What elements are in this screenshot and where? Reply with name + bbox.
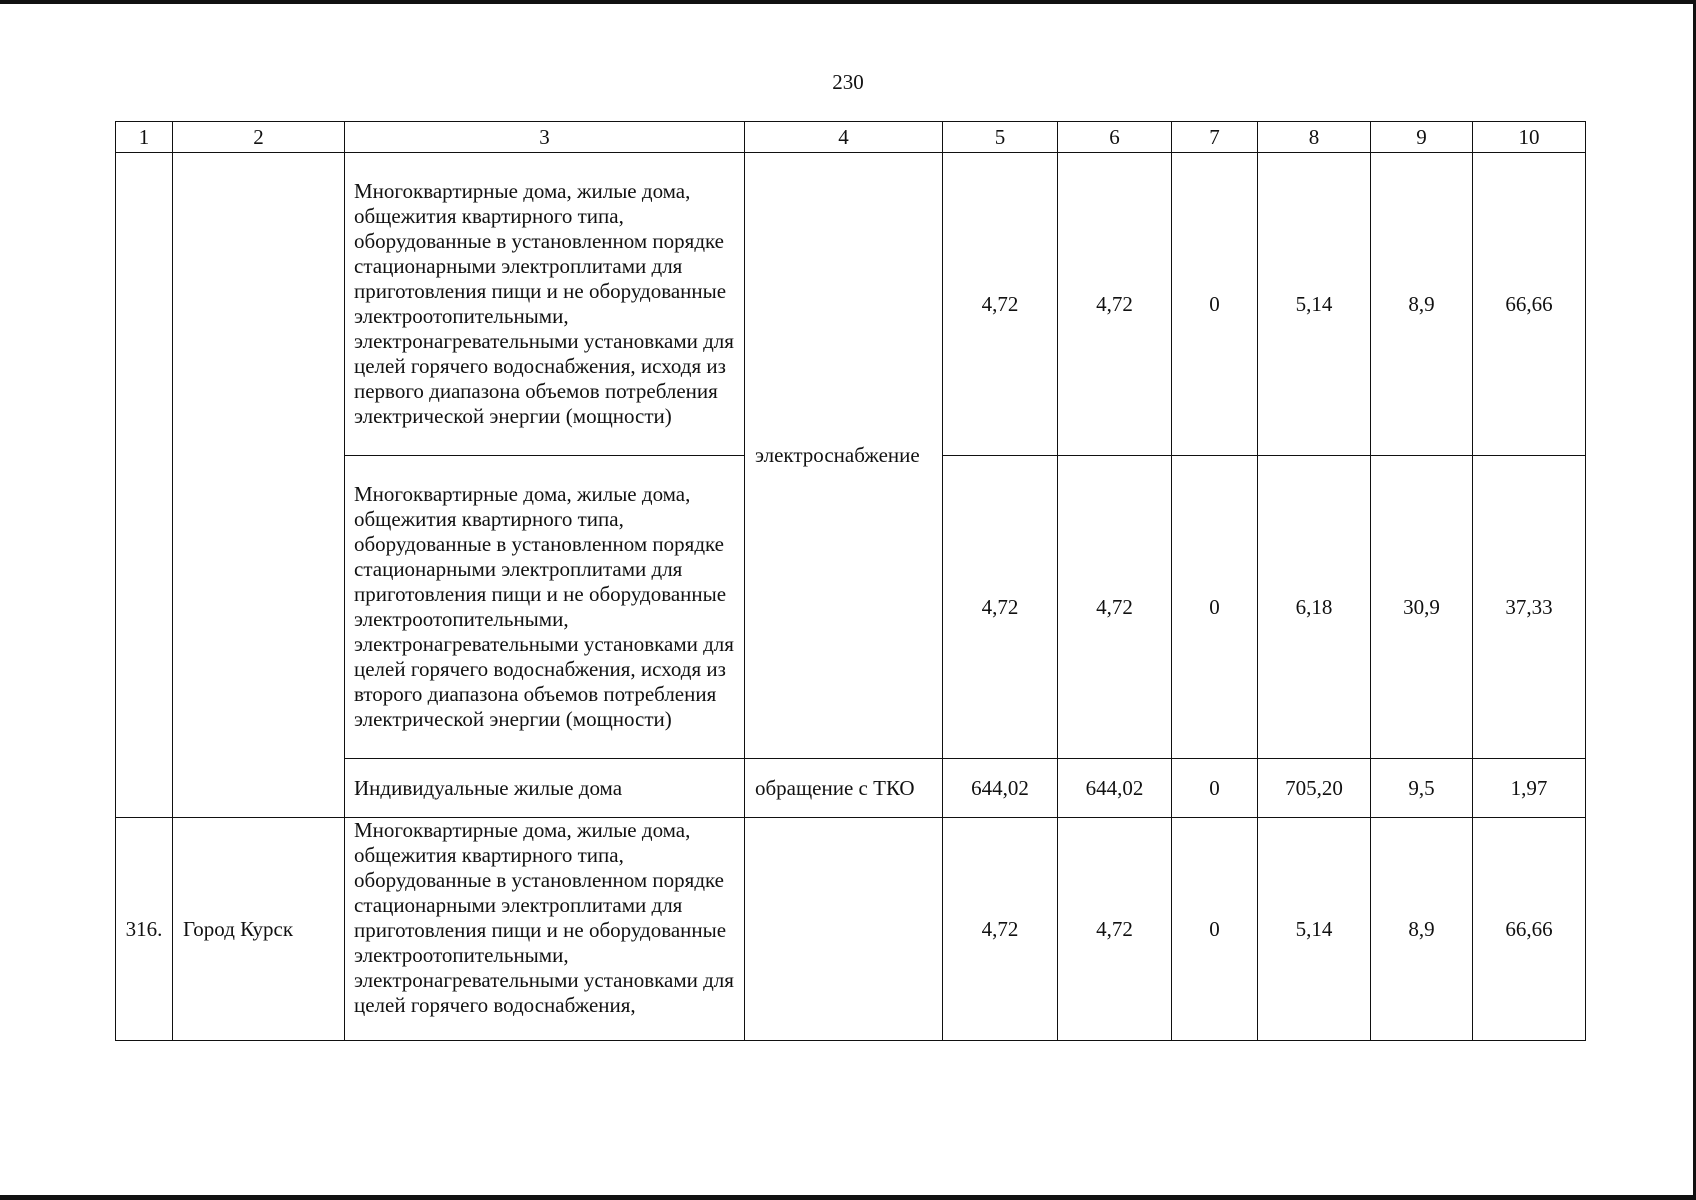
value-cell: 30,9 [1371,456,1473,759]
value-cell: 0 [1172,456,1258,759]
header-cell: 7 [1172,122,1258,153]
value-cell: 1,97 [1473,759,1586,818]
header-cell: 5 [943,122,1058,153]
header-cell: 9 [1371,122,1473,153]
scan-border-bottom [0,1195,1696,1200]
value-cell: 705,20 [1258,759,1371,818]
municipality-cell: Город Курск [173,818,345,1041]
service-cell: электроснабжение [745,153,943,759]
value-cell: 8,9 [1371,818,1473,1041]
category-cell: Индивидуальные жилые дома [345,759,745,818]
value-cell: 644,02 [943,759,1058,818]
header-cell: 3 [345,122,745,153]
value-cell: 37,33 [1473,456,1586,759]
value-cell: 5,14 [1258,818,1371,1041]
header-cell: 8 [1258,122,1371,153]
value-cell: 0 [1172,153,1258,456]
table-row [116,818,1586,1041]
scan-border-top [0,0,1696,4]
service-cell: обращение с ТКО [745,759,943,818]
row-number-cell: 316. [116,818,173,1041]
value-cell: 4,72 [1058,456,1172,759]
header-cell: 10 [1473,122,1586,153]
value-cell: 0 [1172,818,1258,1041]
value-cell: 0 [1172,759,1258,818]
table-row [116,153,1586,456]
municipality-cell [173,153,345,818]
header-cell: 1 [116,122,173,153]
value-cell: 8,9 [1371,153,1473,456]
category-cell: Многоквартирные дома, жилые дома, общежития квартирного типа, оборудованные в установленном порядке стационарными электроплитами для приготовления пищи и не оборудованные электроотопительными, электронагревательными установками для целей горячего водоснабжения, исходя из первого диапазона объемов потребления электрической энергии (мощности) [345,153,745,456]
value-cell: 644,02 [1058,759,1172,818]
value-cell: 4,72 [943,456,1058,759]
value-cell: 66,66 [1473,818,1586,1041]
header-cell: 2 [173,122,345,153]
tariff-table [115,121,1586,1041]
value-cell: 4,72 [1058,153,1172,456]
value-cell: 9,5 [1371,759,1473,818]
header-cell: 6 [1058,122,1172,153]
value-cell: 4,72 [943,818,1058,1041]
category-cell: Многоквартирные дома, жилые дома, общежития квартирного типа, оборудованные в установленном порядке стационарными электроплитами для приготовления пищи и не оборудованные электроотопительными, электронагревательными установками для целей горячего водоснабжения, [345,818,745,1041]
value-cell: 4,72 [943,153,1058,456]
value-cell: 66,66 [1473,153,1586,456]
service-cell [745,818,943,1041]
header-row [116,122,1586,153]
header-cell: 4 [745,122,943,153]
category-cell: Многоквартирные дома, жилые дома, общежития квартирного типа, оборудованные в установленном порядке стационарными электроплитами для приготовления пищи и не оборудованные электроотопительными, электронагревательными установками для целей горячего водоснабжения, исходя из второго диапазона объемов потребления электрической энергии (мощности) [345,456,745,759]
value-cell: 5,14 [1258,153,1371,456]
value-cell: 4,72 [1058,818,1172,1041]
page-number: 230 [832,70,864,94]
value-cell: 6,18 [1258,456,1371,759]
row-number-cell [116,153,173,818]
